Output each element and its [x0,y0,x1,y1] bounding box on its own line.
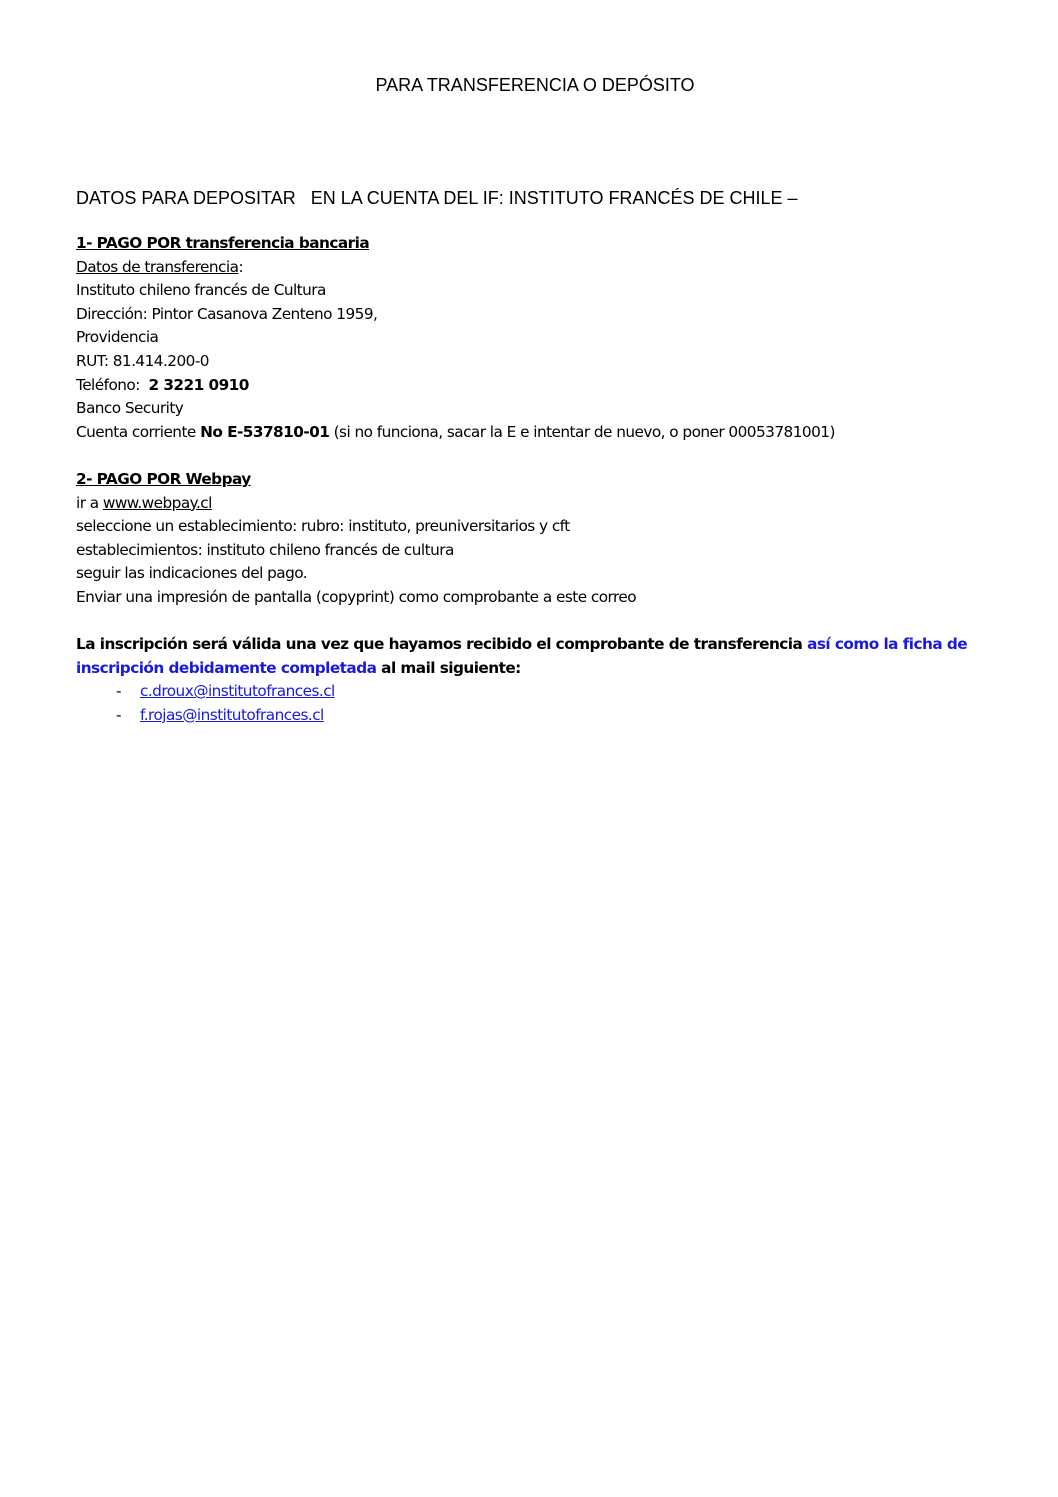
rut-line: RUT: 81.414.200-0 [76,351,209,370]
enrollment-text-part1: La inscripción será válida una vez que hayamos recibido el comprobante de transferencia [76,635,808,653]
enrollment-section [76,633,976,727]
institution-name: Instituto chileno francés de Cultura [76,281,326,300]
transfer-data-label-line [76,256,835,280]
page-title: PARA TRANSFERENCIA O DEPÓSITO [375,75,695,95]
page-subtitle: DATOS PARA DEPOSITAR EN LA CUENTA DEL IF: INSTITUTO FRANCÉS DE CHILE – [76,188,798,208]
enrollment-text-highlight1: así como la ficha de [807,635,968,653]
webpay-goto-label: ir a [76,493,103,512]
email-list-item [76,704,976,728]
account-number: No E-537810-01 [200,422,330,441]
webpay-link[interactable]: www.webpay.cl [102,493,212,512]
enrollment-text-line2 [76,657,976,681]
email-list [76,680,976,727]
webpay-goto-line [76,492,636,516]
enrollment-text-part3: al mail siguiente: [376,658,521,677]
transfer-data-label: Datos de transferencia [76,257,239,276]
transfer-data-colon: : [238,257,244,276]
webpay-send-instruction: Enviar una impresión de pantalla (copyprint) como comprobante a este correo [76,587,637,606]
email-link-rojas[interactable]: f.rojas@institutofrances.cl [140,705,324,724]
address-line: Dirección: Pintor Casanova Zenteno 1959, [76,304,378,323]
enrollment-text-line1 [76,633,976,657]
commune-line: Providencia [76,328,159,347]
enrollment-text-highlight2: inscripción debidamente completada [76,658,377,677]
bullet-dash: - [116,705,121,724]
bank-transfer-heading: 1- PAGO POR transferencia bancaria [76,234,370,252]
email-list-item [76,680,976,704]
account-line [76,421,835,445]
bullet-dash: - [116,682,121,701]
webpay-section [76,468,636,610]
webpay-follow-instruction: seguir las indicaciones del pago. [76,564,308,583]
phone-value: 2 3221 0910 [148,375,249,394]
bank-name: Banco Security [76,399,184,418]
account-label: Cuenta corriente [76,422,201,441]
phone-label: Teléfono: [76,375,149,394]
email-link-droux[interactable]: c.droux@institutofrances.cl [140,682,335,701]
webpay-heading: 2- PAGO POR Webpay [76,470,251,488]
bank-transfer-section [76,232,835,444]
webpay-establishments: establecimientos: instituto chileno francés de cultura [76,540,454,559]
account-note: (si no funciona, sacar la E e intentar de nuevo, o poner 00053781001) [329,422,835,441]
webpay-select-instruction: seleccione un establecimiento: rubro: instituto, preuniversitarios y cft [76,517,570,536]
phone-line [76,374,835,398]
